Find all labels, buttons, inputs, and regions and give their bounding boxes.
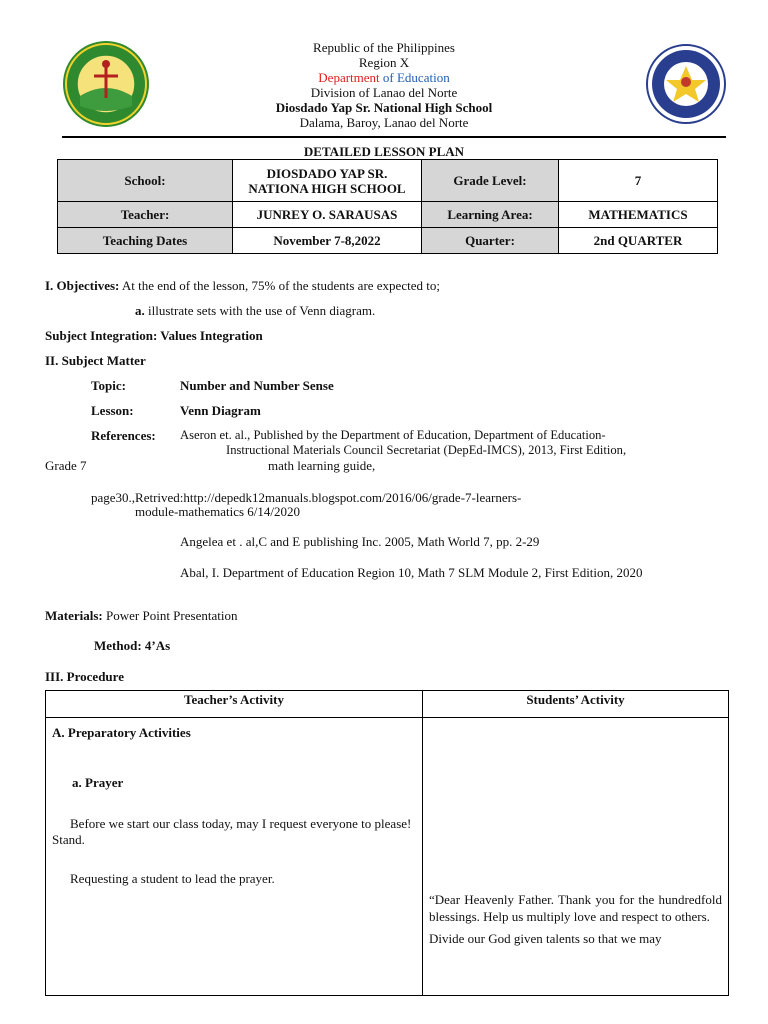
- department-word: Department: [318, 70, 380, 85]
- header-republic: Republic of the Philippines: [313, 40, 455, 55]
- topic-label: Topic:: [91, 378, 126, 393]
- materials-value: Power Point Presentation: [102, 608, 238, 623]
- reference-3: Angelea et . al,C and E publishing Inc. 2005, Math World 7, pp. 2-29: [180, 534, 540, 549]
- method-line: Method: 4’As: [94, 638, 171, 653]
- reference-2-line-2: module-mathematics 6/14/2020: [135, 504, 300, 519]
- grade-level-value: 7: [559, 160, 718, 202]
- teacher-activity-cell: [46, 718, 423, 996]
- preparatory-activities: A. Preparatory Activities: [52, 725, 191, 740]
- materials-label: Materials:: [45, 608, 103, 623]
- document-title: DETAILED LESSON PLAN: [303, 144, 465, 159]
- objectives-heading: I. Objectives:: [45, 278, 120, 293]
- reference-1-line-1: Aseron et. al., Published by the Department of Education, Department of Education-: [180, 428, 606, 442]
- header-school-name: Diosdado Yap Sr. National High School: [275, 100, 493, 115]
- objective-item-text: illustrate sets with the use of Venn diagram.: [144, 303, 376, 318]
- header-division: Division of Lanao del Norte: [310, 85, 458, 100]
- header-region: Region X: [358, 55, 410, 70]
- grade-level-label: Grade Level:: [422, 160, 559, 202]
- prayer-heading: a. Prayer: [72, 775, 124, 790]
- student-prayer-text: “Dear Heavenly Father. Thank you for the hundredfold blessings. Help us multiply love and respect to others.: [429, 892, 722, 924]
- header-department: [0, 70, 768, 85]
- school-label: School:: [58, 160, 233, 202]
- lesson-info-table: [57, 159, 718, 254]
- lesson-label: Lesson:: [91, 403, 134, 418]
- references-label: References:: [91, 428, 156, 443]
- procedure-heading: III. Procedure: [45, 669, 124, 684]
- quarter-label: Quarter:: [422, 228, 559, 254]
- teacher-label: Teacher:: [58, 202, 233, 228]
- objectives-line: [45, 278, 440, 294]
- learning-area-label: Learning Area:: [422, 202, 559, 228]
- objective-item: [135, 303, 375, 319]
- objectives-text: At the end of the lesson, 75% of the students are expected to;: [119, 278, 440, 293]
- teaching-dates-label: Teaching Dates: [58, 228, 233, 254]
- requesting-text: Requesting a student to lead the prayer.: [70, 871, 275, 886]
- header-rule: [62, 136, 726, 138]
- students-activity-header: Students’ Activity: [423, 691, 729, 718]
- reference-1-guide: math learning guide,: [268, 458, 376, 473]
- school-value: DIOSDADO YAP SR. NATIONA HIGH SCHOOL: [233, 160, 422, 202]
- subject-integration: Subject Integration: Values Integration: [45, 328, 263, 343]
- learning-area-value: MATHEMATICS: [559, 202, 718, 228]
- request-text: Before we start our class today, may I request everyone to please! Stand.: [52, 816, 412, 847]
- reference-4: Abal, I. Department of Education Region 10, Math 7 SLM Module 2, First Edition, 2020: [180, 565, 643, 580]
- teachers-activity-header: Teacher’s Activity: [46, 691, 423, 718]
- student-prayer-text-2: Divide our God given talents so that we may: [429, 931, 662, 946]
- teacher-value: JUNREY O. SARAUSAS: [233, 202, 422, 228]
- procedure-table: [45, 690, 729, 996]
- subject-matter-heading: II. Subject Matter: [45, 353, 146, 368]
- header-address: Dalama, Baroy, Lanao del Norte: [299, 115, 469, 130]
- reference-1-line-2: Instructional Materials Council Secretariat (DepEd-IMCS), 2013, First Edition,: [226, 443, 627, 457]
- student-activity-cell: [423, 718, 729, 996]
- of-education-words: of Education: [379, 70, 450, 85]
- materials-line: [45, 608, 237, 624]
- reference-1-grade: Grade 7: [45, 458, 87, 473]
- reference-2-line-1: page30.,Retrived:http://depedk12manuals.blogspot.com/2016/06/grade-7-learners-: [91, 490, 522, 505]
- objective-item-letter: a.: [135, 303, 145, 318]
- quarter-value: 2nd QUARTER: [559, 228, 718, 254]
- topic-value: Number and Number Sense: [180, 378, 334, 393]
- teaching-dates-value: November 7-8,2022: [233, 228, 422, 254]
- lesson-value: Venn Diagram: [180, 403, 261, 418]
